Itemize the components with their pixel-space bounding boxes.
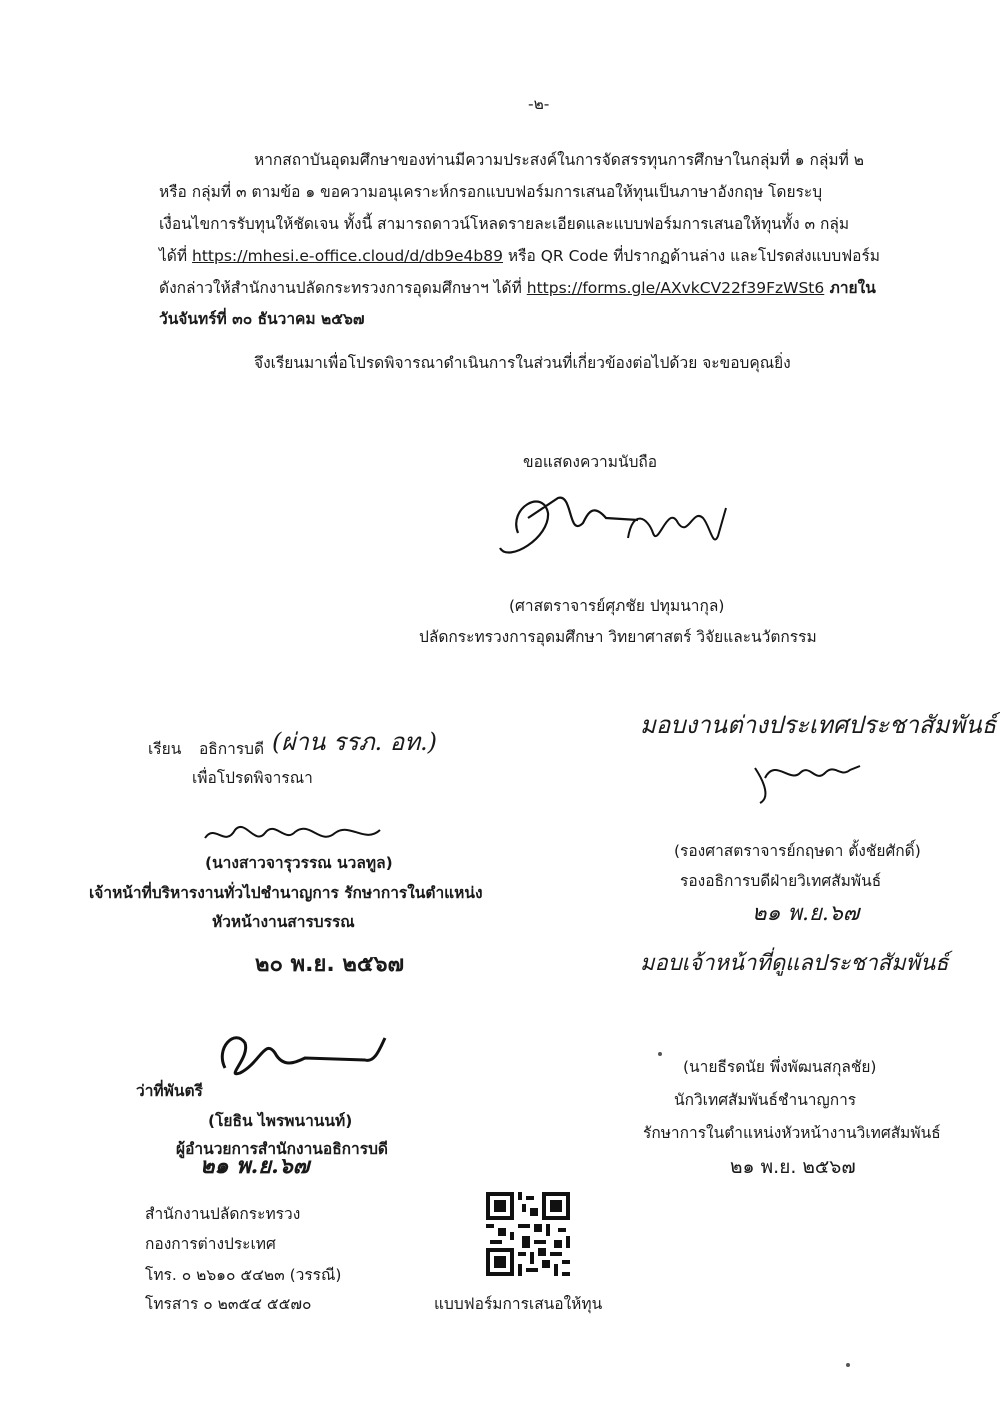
signer-name: (ศาสตราจารย์ศุภชัย ปทุมนากุล) xyxy=(509,597,725,615)
director-date: ๒๑ พ.ย.๖๗ xyxy=(200,1153,310,1179)
contact-fax: โทรสาร ๐ ๒๓๕๔ ๕๕๗๐ xyxy=(145,1295,312,1313)
vp-date: ๒๑ พ.ย.๖๗ xyxy=(752,901,860,926)
scan-speck xyxy=(658,1052,662,1056)
body-line-5-post: ภายใน xyxy=(824,279,876,297)
form-link[interactable]: https://forms.gle/AXvkCV22f39FzWSt6 xyxy=(526,279,825,297)
intl-head-name: (นายธีรดนัย พึ่งพัฒนสกุลชัย) xyxy=(683,1058,877,1076)
contact-office: สำนักงานปลัดกระทรวง xyxy=(145,1205,301,1223)
body-line-4 xyxy=(159,240,880,272)
body-line-4-pre: ได้ที่ xyxy=(159,247,193,265)
director-name: (โยธิน ไพรพนานนท์) xyxy=(208,1112,353,1130)
handwritten-assign-staff: มอบเจ้าหน้าที่ดูแลประชาสัมพันธ์ xyxy=(640,951,949,976)
director-position: ผู้อำนวยการสำนักงานอธิการบดี xyxy=(176,1140,388,1158)
for-consideration: เพื่อโปรดพิจารณา xyxy=(192,769,313,787)
handwritten-via: (ผ่าน รรภ. อท.) xyxy=(272,728,438,756)
scan-speck xyxy=(846,1363,850,1367)
body-line-5 xyxy=(159,272,876,304)
saraban-position-2: หัวหน้างานสารบรรณ xyxy=(212,913,355,931)
vp-name: (รองศาสตราจารย์กฤษดา ตั้งชัยศักดิ์) xyxy=(674,842,921,860)
intl-head-position-2: รักษาการในตำแหน่งหัวหน้างานวิเทศสัมพันธ์ xyxy=(643,1124,941,1142)
qr-caption: แบบฟอร์มการเสนอให้ทุน xyxy=(434,1295,603,1313)
signer-title: ปลัดกระทรวงการอุดมศึกษา วิทยาศาสตร์ วิจัยและนวัตกรรม xyxy=(419,628,817,646)
handwritten-assign: มอบงานต่างประเทศประชาสัมพันธ์ xyxy=(640,711,997,739)
contact-phone: โทร. ๐ ๒๖๑๐ ๕๔๒๓ (วรรณี) xyxy=(145,1266,342,1284)
saraban-position-1: เจ้าหน้าที่บริหารงานทั่วไปชำนาญการ รักษาการในตำแหน่ง xyxy=(89,884,483,902)
salutation: ขอแสดงความนับถือ xyxy=(523,453,658,471)
body-line-4-post: หรือ QR Code ที่ปรากฏด้านล่าง และโปรดส่งแบบฟอร์ม xyxy=(502,247,881,265)
body-line-5-pre: ดังกล่าวให้สำนักงานปลัดกระทรวงการอุดมศึกษาฯ ได้ที่ xyxy=(159,279,527,297)
body-line-3: เงื่อนไขการรับทุนให้ชัดเจน ทั้งนี้ สามารถดาวน์โหลดรายละเอียดและแบบฟอร์มการเสนอให้ทุนทั้ง ๓ กลุ่ม xyxy=(159,215,850,233)
page-number: -๒- xyxy=(528,95,550,113)
vp-position: รองอธิการบดีฝ่ายวิเทศสัมพันธ์ xyxy=(680,872,882,890)
body-line-1: หากสถาบันอุดมศึกษาของท่านมีความประสงค์ในการจัดสรรทุนการศึกษาในกลุ่มที่ ๑ กลุ่มที่ ๒ xyxy=(254,151,864,169)
saraban-date: ๒๐ พ.ย. ๒๕๖๗ xyxy=(255,952,405,977)
saraban-name: (นางสาวจารุวรรณ นวลทูล) xyxy=(205,854,393,872)
signature-director xyxy=(205,1018,395,1088)
qr-code[interactable] xyxy=(486,1192,570,1276)
intl-head-date: ๒๑ พ.ย. ๒๕๖๗ xyxy=(730,1156,856,1178)
to-label: เรียน xyxy=(148,740,182,758)
body-deadline: วันจันทร์ที่ ๓๐ ธันวาคม ๒๕๖๗ xyxy=(159,310,365,328)
contact-division: กองการต่างประเทศ xyxy=(145,1235,276,1253)
signature-vp xyxy=(745,748,895,808)
closing-line: จึงเรียนมาเพื่อโปรดพิจารณาดำเนินการในส่วนที่เกี่ยวข้องต่อไปด้วย จะขอบคุณยิ่ง xyxy=(254,354,791,372)
to-value: อธิการบดี xyxy=(199,740,265,758)
body-line-2: หรือ กลุ่มที่ ๓ ตามข้อ ๑ ขอความอนุเคราะห์กรอกแบบฟอร์มการเสนอให้ทุนเป็นภาษาอังกฤษ โดยระบุ xyxy=(159,183,823,201)
signature-main xyxy=(488,478,748,578)
download-link[interactable]: https://mhesi.e-office.cloud/d/db9e4b89 xyxy=(192,247,503,265)
intl-head-position-1: นักวิเทศสัมพันธ์ชำนาญการ xyxy=(674,1091,857,1109)
director-rank: ว่าที่พันตรี xyxy=(136,1082,203,1100)
